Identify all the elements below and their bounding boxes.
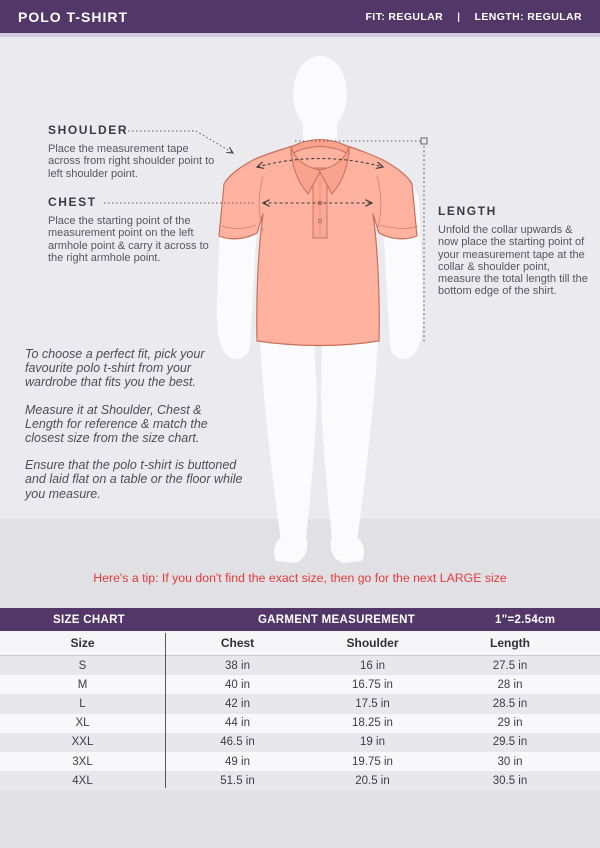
column-header-chest: Chest	[220, 636, 255, 650]
cell-chest: 51.5 in	[220, 774, 255, 787]
table-row	[0, 675, 600, 694]
cell-length: 30 in	[497, 755, 523, 768]
cell-chest: 38 in	[225, 659, 250, 672]
cell-chest: 49 in	[225, 755, 250, 768]
chest-text: Place the starting point of the measurement point on the left armhole point & carry it across to the right armhole point.	[48, 215, 209, 264]
table-row	[0, 656, 600, 675]
cell-size: 4XL	[72, 774, 93, 787]
length-heading: LENGTH	[438, 204, 497, 218]
cell-chest: 44 in	[225, 717, 250, 730]
chest-instruction	[48, 195, 226, 264]
column-header-length: Length	[490, 636, 530, 650]
cell-size: M	[77, 678, 88, 691]
lower-band-background	[0, 519, 600, 608]
advice-paragraph: To choose a perfect fit, pick your favourite polo t-shirt from your wardrobe that fits you the best.	[25, 347, 205, 390]
cell-chest: 42 in	[225, 697, 250, 710]
cell-length: 27.5 in	[492, 659, 528, 672]
cell-size: S	[78, 659, 87, 672]
length-text: Unfold the collar upwards & now place the starting point of your measurement tape at the collar & shoulder point, measure the total length till the bottom edge of the shirt.	[438, 224, 588, 298]
advice-paragraph: Measure it at Shoulder, Chest & Length for reference & match the closest size from the size chart.	[25, 402, 208, 446]
table-row	[0, 714, 600, 733]
cell-size: 3XL	[72, 755, 93, 768]
shoulder-instruction	[48, 123, 220, 180]
page-title: POLO T-SHIRT	[18, 8, 128, 25]
advice-paragraph: Ensure that the polo t-shirt is buttoned and laid flat on a table or the floor while you measure.	[25, 458, 243, 501]
size-chart-bar	[0, 608, 600, 631]
cell-shoulder: 16.75 in	[352, 678, 393, 691]
cell-length: 29.5 in	[492, 736, 528, 749]
shoulder-heading: SHOULDER	[48, 123, 129, 137]
cell-chest: 46.5 in	[220, 736, 255, 749]
fit-advice	[25, 347, 243, 514]
cell-shoulder: 18.25 in	[352, 717, 393, 730]
cell-shoulder: 20.5 in	[355, 774, 390, 787]
header-bar	[0, 0, 600, 33]
chest-heading: CHEST	[48, 195, 97, 209]
cell-length: 30.5 in	[492, 774, 528, 787]
column-header-shoulder: Shoulder	[346, 636, 399, 650]
highlight-tip: Here's a tip: If you don't find the exact size, then go for the next LARGE size	[93, 571, 507, 585]
cell-length: 28.5 in	[492, 697, 528, 710]
fit-label: FIT: REGULAR	[365, 10, 444, 23]
table-row	[0, 694, 600, 713]
header-right-labels	[365, 11, 582, 23]
header-separator: |	[457, 10, 461, 23]
length-instruction	[438, 204, 590, 298]
cell-chest: 40 in	[225, 678, 250, 691]
cell-size: XXL	[71, 736, 94, 749]
garment-measurement-label: GARMENT MEASUREMENT	[257, 613, 416, 626]
cell-length: 29 in	[497, 717, 523, 730]
cell-shoulder: 19 in	[360, 736, 385, 749]
size-chart-label: SIZE CHART	[53, 613, 125, 626]
unit-conversion-label: 1"=2.54cm	[495, 613, 556, 626]
table-row	[0, 733, 600, 752]
cell-length: 28 in	[497, 678, 523, 691]
cell-shoulder: 17.5 in	[355, 697, 390, 710]
column-header-size: Size	[70, 636, 95, 650]
cell-shoulder: 16 in	[360, 659, 385, 672]
size-column-divider	[165, 633, 166, 788]
size-table-header	[0, 631, 600, 656]
table-row	[0, 752, 600, 771]
cell-size: XL	[75, 717, 90, 730]
cell-size: L	[79, 697, 86, 710]
size-table-body	[0, 656, 600, 790]
table-row	[0, 771, 600, 790]
cell-shoulder: 19.75 in	[352, 755, 393, 768]
length-label: LENGTH: REGULAR	[474, 10, 582, 23]
shoulder-text: Place the measurement tape across from right shoulder point to left shoulder point.	[48, 143, 215, 180]
